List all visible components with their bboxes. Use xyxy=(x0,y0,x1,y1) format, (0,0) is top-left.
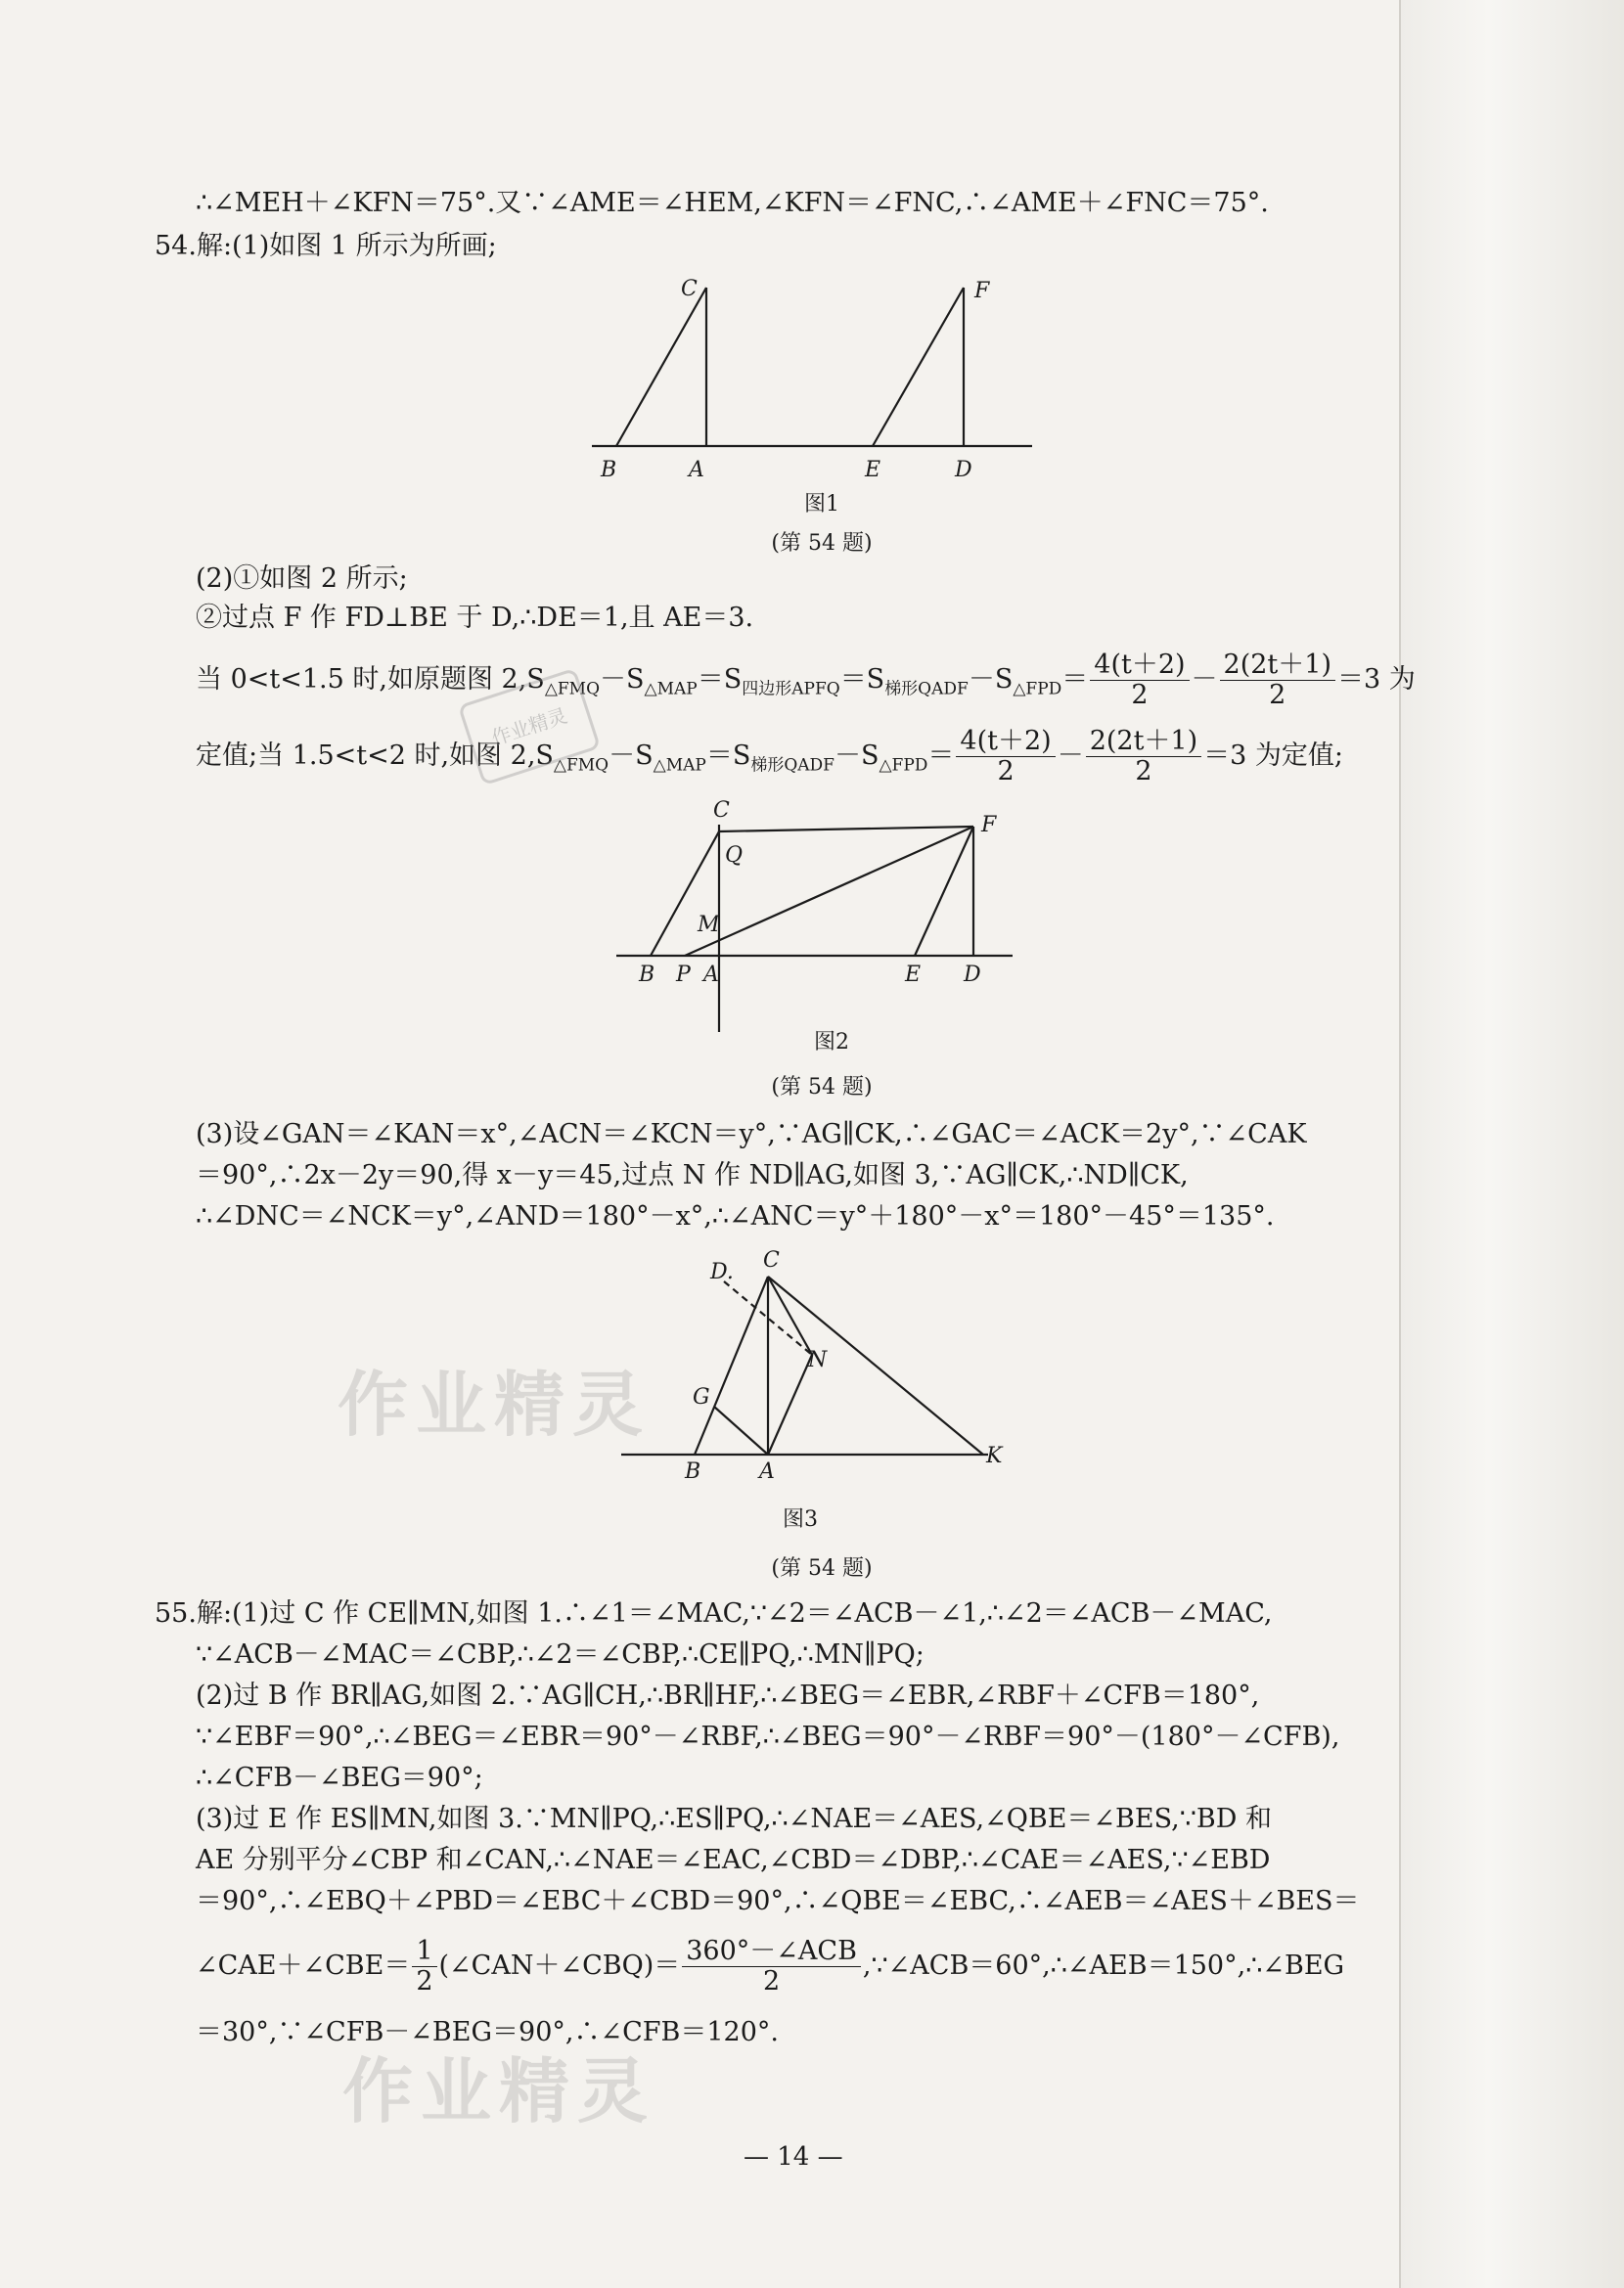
l18-fraction-2 xyxy=(682,1937,861,1996)
fig3-problem-caption: (第 54 题) xyxy=(771,1556,873,1581)
fig1-label-a: A xyxy=(689,458,704,482)
l5-fraction-1 xyxy=(1090,651,1189,710)
fig3-segment-bc xyxy=(695,1277,768,1455)
l6-sub-fmq: △FMQ xyxy=(553,755,609,776)
text-line-2: 54.解:(1)如图 1 所示为所画; xyxy=(155,231,497,261)
fig2-label-a: A xyxy=(703,963,719,987)
l18-frac1-den: 2 xyxy=(416,1966,433,1996)
fig3-segment-an xyxy=(768,1355,812,1455)
fig2-label-m: M xyxy=(698,913,720,937)
l6-part-a: 定值;当 1.5<t<2 时,如图 2,S xyxy=(196,740,554,771)
text-line-6 xyxy=(196,722,1343,799)
fig1-label-c: C xyxy=(681,277,698,301)
l6-fraction-2 xyxy=(1086,727,1201,786)
fig1-problem-caption: (第 54 题) xyxy=(771,531,873,556)
figure-1 xyxy=(587,274,1047,499)
text-line-13: ∵∠EBF＝90°,∴∠BEG＝∠EBR＝90°－∠RBF,∴∠BEG＝90°－∠RBF＝90°－(180°－∠CFB), xyxy=(196,1722,1340,1752)
l6-part-i: ＝ xyxy=(927,740,955,771)
l6-fraction-1 xyxy=(956,727,1055,786)
l6-frac1-num: 4(t＋2) xyxy=(956,727,1055,757)
watermark-1: 作业精灵 xyxy=(338,1364,652,1446)
fig3-label-d: D. xyxy=(710,1260,734,1284)
text-line-12: (2)过 B 作 BR∥AG,如图 2.∵AG∥CH,∴BR∥HF,∴∠BEG＝∠EBR,∠RBF＋∠CFB＝180°, xyxy=(196,1681,1260,1711)
fig2-label-p: P xyxy=(676,963,691,987)
l6-minus: － xyxy=(1057,740,1084,771)
fig2-caption: 图2 xyxy=(814,1030,849,1054)
l6-sub-fpd: △FPD xyxy=(879,755,928,776)
l18-frac2-den: 2 xyxy=(762,1966,781,1996)
l5-part-a: 当 0<t<1.5 时,如原题图 2,S xyxy=(196,664,545,695)
l6-frac2-den: 2 xyxy=(1135,756,1152,786)
text-line-9: ∴∠DNC＝∠NCK＝y°,∠AND＝180°－x°,∴∠ANC＝y°＋180°－x°＝180°－45°＝135°. xyxy=(196,1201,1275,1232)
l5-fraction-2 xyxy=(1220,651,1335,710)
fig1-segment-bc xyxy=(616,288,706,446)
l5-frac1-den: 2 xyxy=(1131,680,1149,710)
fig3-label-n: N xyxy=(808,1348,828,1372)
l5-end: ＝3 为 xyxy=(1337,664,1416,695)
l18-fraction-half xyxy=(412,1937,436,1996)
fig2-label-e: E xyxy=(905,963,922,987)
l6-end: ＝3 为定值; xyxy=(1203,740,1343,771)
l6-frac1-den: 2 xyxy=(997,756,1015,786)
text-line-18 xyxy=(196,1932,1344,2000)
fig1-label-d: D xyxy=(955,458,972,482)
l5-part-c: －S xyxy=(600,664,645,695)
l5-minus: － xyxy=(1191,664,1218,695)
l18-part-a: ∠CAE＋∠CBE＝ xyxy=(196,1951,411,1981)
l6-sub-qadf: 梯形QADF xyxy=(750,755,835,776)
l5-part-k: ＝ xyxy=(1061,664,1089,695)
l5-part-i: －S xyxy=(968,664,1014,695)
l18-part-c: ,∵∠ACB＝60°,∴∠AEB＝150°,∴∠BEG xyxy=(862,1951,1345,1981)
fig3-label-a: A xyxy=(759,1459,775,1484)
text-line-15: (3)过 E 作 ES∥MN,如图 3.∵MN∥PQ,∴ES∥PQ,∴∠NAE＝∠AES,∠QBE＝∠BES,∵BD 和 xyxy=(196,1804,1272,1834)
l6-frac2-num: 2(2t＋1) xyxy=(1086,727,1201,757)
fig1-label-f: F xyxy=(974,279,990,303)
l5-frac1-num: 4(t＋2) xyxy=(1090,651,1189,681)
l5-part-e: ＝S xyxy=(697,664,743,695)
text-line-3: (2)①如图 2 所示; xyxy=(196,563,408,594)
l5-sub-apfq: 四边形APFQ xyxy=(742,679,840,699)
fig3-label-b: B xyxy=(685,1459,701,1484)
fig3-segment-cn xyxy=(768,1277,812,1355)
text-line-17: ＝90°,∴∠EBQ＋∠PBD＝∠EBC＋∠CBD＝90°,∴∠QBE＝∠EBC,∴∠AEB＝∠AES＋∠BES＝ xyxy=(196,1886,1360,1916)
text-line-14: ∴∠CFB－∠BEG＝90°; xyxy=(196,1763,483,1793)
figure-2 xyxy=(611,797,1022,1042)
l5-sub-fpd: △FPD xyxy=(1013,679,1062,699)
text-line-19: ＝30°,∵∠CFB－∠BEG＝90°,∴∠CFB＝120°. xyxy=(196,2017,779,2047)
fig2-label-b: B xyxy=(639,963,655,987)
l5-part-g: ＝S xyxy=(839,664,885,695)
l5-sub-qadf: 梯形QADF xyxy=(884,679,969,699)
text-line-1: ∴∠MEH＋∠KFN＝75°.又∵∠AME＝∠HEM,∠KFN＝∠FNC,∴∠AME＋∠FNC＝75°. xyxy=(196,188,1269,218)
l18-frac1-num: 1 xyxy=(412,1937,436,1967)
text-line-10: 55.解:(1)过 C 作 CE∥MN,如图 1.∴∠1＝∠MAC,∵∠2＝∠ACB－∠1,∴∠2＝∠ACB－∠MAC, xyxy=(155,1598,1273,1629)
fig3-segment-ga xyxy=(714,1407,768,1455)
fig1-segment-ef xyxy=(873,288,964,446)
text-line-7: (3)设∠GAN＝∠KAN＝x°,∠ACN＝∠KCN＝y°,∵AG∥CK,∴∠GAC＝∠ACK＝2y°,∵∠CAK xyxy=(196,1119,1307,1149)
fig3-caption: 图3 xyxy=(783,1507,818,1532)
fig3-label-g: G xyxy=(693,1385,710,1410)
fig1-caption: 图1 xyxy=(804,492,839,516)
page-fold-line xyxy=(1399,0,1401,2288)
page-spine-shadow xyxy=(1399,0,1624,2288)
fig3-label-c: C xyxy=(763,1248,780,1273)
text-line-16: AE 分别平分∠CBP 和∠CAN,∴∠NAE＝∠EAC,∠CBD＝∠DBP,∴∠CAE＝∠AES,∵∠EBD xyxy=(196,1845,1271,1875)
fig2-segment-ef xyxy=(915,827,973,956)
fig2-segment-qf xyxy=(719,827,973,831)
fig2-label-f: F xyxy=(981,813,997,837)
l6-part-c: －S xyxy=(609,740,654,771)
fig2-problem-caption: (第 54 题) xyxy=(771,1075,873,1099)
fig3-segment-ck xyxy=(768,1277,983,1455)
l6-sub-map: △MAP xyxy=(653,755,706,776)
text-line-5 xyxy=(196,646,1416,723)
fig1-label-e: E xyxy=(865,458,881,482)
page-number: — 14 — xyxy=(744,2142,843,2172)
l5-frac2-num: 2(2t＋1) xyxy=(1220,651,1335,681)
text-line-4: ②过点 F 作 FD⊥BE 于 D,∴DE＝1,且 AE＝3. xyxy=(196,603,754,633)
fig2-label-q: Q xyxy=(725,843,744,868)
l5-sub-map: △MAP xyxy=(644,679,698,699)
text-line-11: ∵∠ACB－∠MAC＝∠CBP,∴∠2＝∠CBP,∴CE∥PQ,∴MN∥PQ; xyxy=(196,1639,925,1670)
fig2-label-d: D xyxy=(964,963,981,987)
l18-frac2-num: 360°－∠ACB xyxy=(682,1937,861,1967)
l6-part-e: ＝S xyxy=(705,740,751,771)
stamp-text: 作业精灵 xyxy=(488,703,570,750)
fig3-label-k: K xyxy=(986,1444,1003,1468)
fig1-label-b: B xyxy=(601,458,617,482)
l5-frac2-den: 2 xyxy=(1269,680,1286,710)
figure-3 xyxy=(616,1247,1027,1492)
fig2-label-c: C xyxy=(713,798,730,823)
l18-part-b: (∠CAN＋∠CBQ)＝ xyxy=(438,1951,681,1981)
text-line-8: ＝90°,∴2x－2y＝90,得 x－y＝45,过点 N 作 ND∥AG,如图 3,∵AG∥CK,∴ND∥CK, xyxy=(196,1160,1189,1190)
l6-part-g: －S xyxy=(834,740,880,771)
watermark-2: 作业精灵 xyxy=(342,2050,656,2132)
l5-sub-fmq: △FMQ xyxy=(544,679,601,699)
